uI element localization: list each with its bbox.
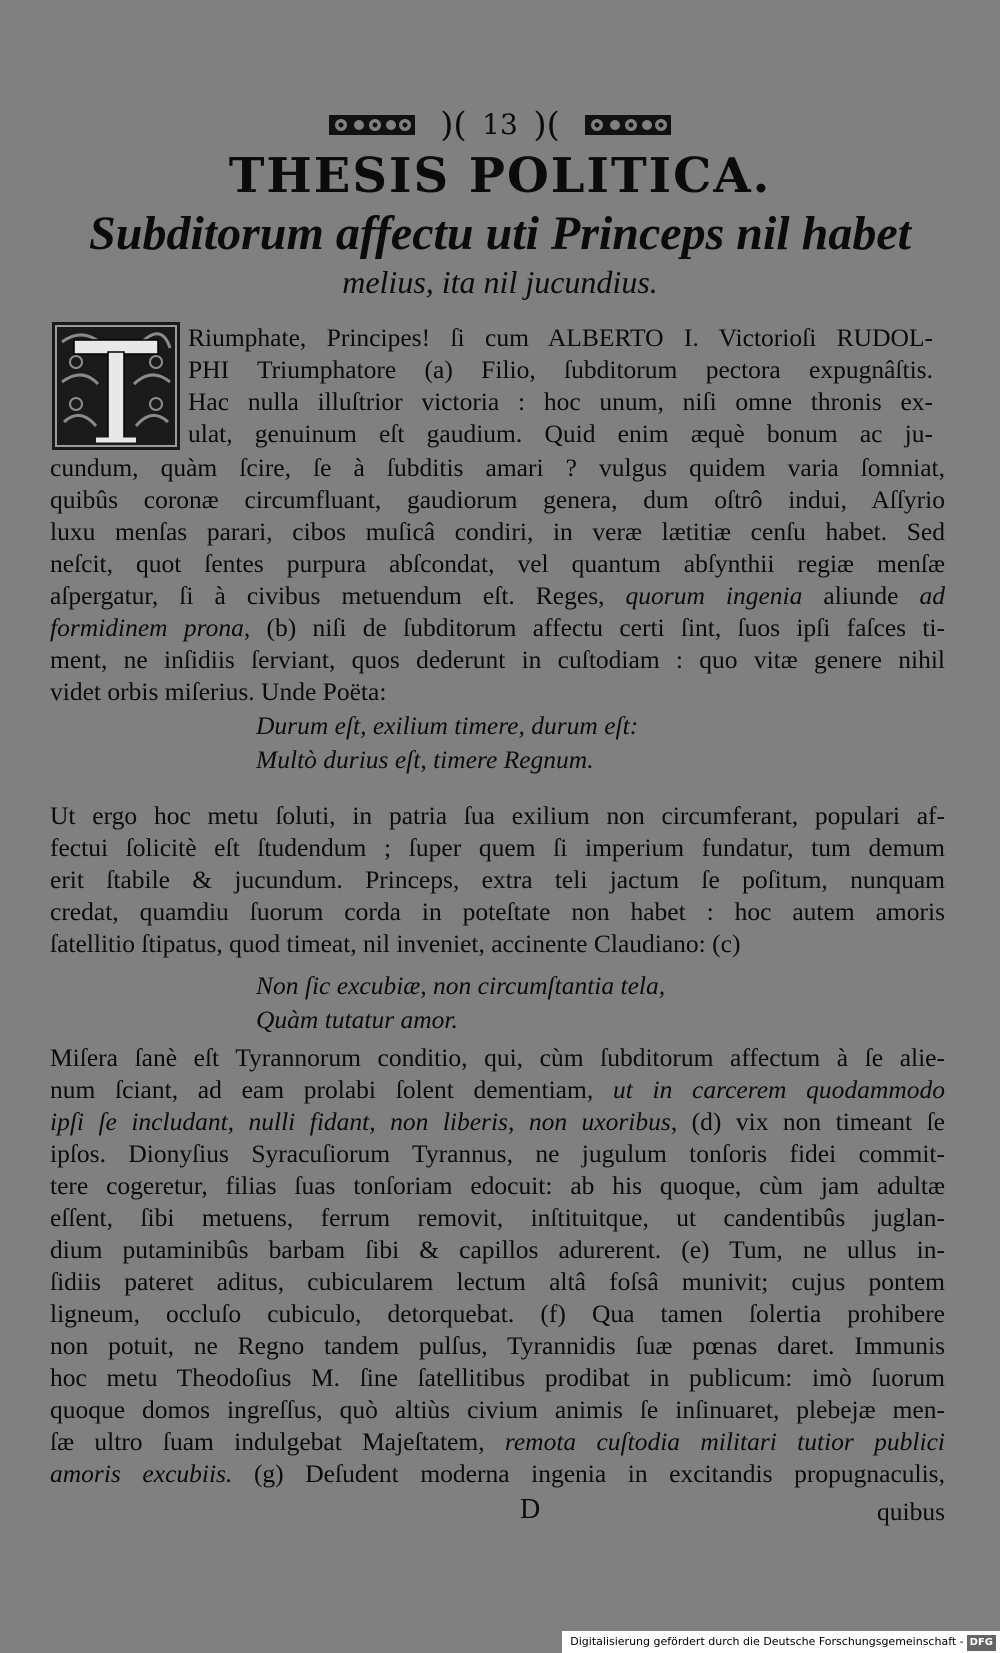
subtitle-line-2: melius, ita nil jucundius. <box>342 264 658 300</box>
text-line: ulat, genuinum eſt gaudium. Quid enim æquè bonum ac ju- <box>188 419 933 448</box>
footer-text: Digitalisierung gefördert durch die Deutsche Forschungsgemeinschaft - <box>570 1635 964 1648</box>
text-line: erit ſtabile & jucundum. Princeps, extra teli jactum ſe poſitum, nunquam <box>50 865 945 894</box>
text-line: ipſos. Dionyſius Syracuſiorum Tyrannus, ne jugulum tonſoris fidei commit- <box>50 1139 945 1168</box>
page-number: 13 <box>482 108 518 141</box>
text-line: formidinem prona, (b) niſi de ſubditorum affectu certi ſint, ſuos ipſi faſces ti- <box>50 613 945 642</box>
verse-line: Multò durius eſt, timere Regnum. <box>256 745 594 774</box>
text-line: aſpergatur, ſi à civibus metuendum eſt. Reges, quorum ingenia aliunde ad <box>50 581 945 610</box>
right-parenthesis: )( <box>533 105 560 145</box>
text-line: credat, quamdiu ſuorum corda in poteſtate non habet : hoc autem amoris <box>50 897 945 926</box>
text-line: Riumphate, Principes! ſi cum ALBERTO I. Victorioſi RUDOL- <box>188 323 933 352</box>
page-title: THESIS POLITICA. <box>228 148 772 204</box>
text-line: PHI Triumphatore (a) Filio, ſubditorum pectora expugnâſtis. <box>188 355 933 384</box>
text-line: ſæ ultro ſuam indulgebat Majeſtatem, remota cuſtodia militari tutior publici <box>50 1427 945 1456</box>
text-line: dium putaminibûs barbam ſibi & capillos adurerent. (e) Tum, ne ullus in- <box>50 1235 945 1264</box>
left-parenthesis: )( <box>440 105 467 145</box>
right-ornament-icon <box>583 111 673 139</box>
text-line: ligneum, occluſo cubiculo, detorquebat. (f) Qua tamen ſolertia prohibere <box>50 1299 945 1328</box>
text-line: ſidiis pateret aditus, cubicularem lectum altâ foſsâ munivit; cujus pontem <box>50 1267 945 1296</box>
catchword: quibus <box>876 1497 945 1526</box>
text-line: luxu menſas parari, cibos muſicâ condiri, in veræ lætitiæ cenſu habet. Sed <box>50 517 945 546</box>
text-line: quibûs coronæ circumfluant, gaudiorum genera, dum oſtrô indui, Aſſyrio <box>50 485 945 514</box>
text-line: videt orbis miſerius. Unde Poëta: <box>50 677 387 706</box>
text-line: ipſi ſe includant, nulli fidant, non liberis, non uxoribus, (d) vix non timeant ſe <box>50 1107 945 1136</box>
text-line: tere cogeretur, filias ſuas tonſoriam edocuit: ab his quoque, cùm jam adultæ <box>50 1171 945 1200</box>
text-line: Hac nulla illuſtrior victoria : hoc unum, niſi omne thronis ex- <box>188 387 933 416</box>
text-line: neſcit, quot ſentes purpura abſcondat, vel quantum abſynthii regiæ menſæ <box>50 549 945 578</box>
text-line: amoris excubiis. (g) Deſudent moderna ingenia in excitandis propugnaculis, <box>50 1459 945 1488</box>
text-line: quoque domos ingreſſus, quò altiùs civium animis ſe inſinuaret, plebejæ men- <box>50 1395 945 1424</box>
text-line: Ut ergo hoc metu ſoluti, in patria ſua exilium non circumferant, populari af- <box>50 801 945 830</box>
text-line: Miſera ſanè eſt Tyrannorum conditio, qui, cùm ſubditorum affectum à ſe alie- <box>50 1043 945 1072</box>
text-line: ment, ne inſidiis ſerviant, quos dederunt in cuſtodiam : quo vitæ genere nihil <box>50 645 945 674</box>
verse-line: Durum eſt, exilium timere, durum eſt: <box>256 711 639 740</box>
text-line: non potuit, ne Regno tandem pulſus, Tyrannidis ſuæ pœnas daret. Immunis <box>50 1331 945 1360</box>
text-line: num ſciant, ad eam prolabi ſolent dementiam, ut in carcerem quodammodo <box>50 1075 946 1104</box>
text-line: fectui ſolicitè eſt ſtudendum ; ſuper quem ſi imperium fundatur, tum demum <box>50 833 945 862</box>
verse-line: Non ſic excubiæ, non circumſtantia tela, <box>256 971 666 1000</box>
text-line: eſſent, ſibi metuens, ferrum removit, inſtituitque, ut candentibûs juglan- <box>50 1203 945 1232</box>
page-header <box>0 104 1000 145</box>
dfg-logo: DFG <box>967 1635 996 1651</box>
text-line: hoc metu Theodoſius M. ſine ſatellitibus prodibat in publicum: imò ſuorum <box>50 1363 945 1392</box>
text-line: ſatellitio ſtipatus, quod timeat, nil inveniet, accinente Claudiano: (c) <box>50 929 741 958</box>
signature-mark: D <box>520 1494 541 1525</box>
text-line: cundum, quàm ſcire, ſe à ſubditis amari ? vulgus quidem varia ſomniat, <box>50 453 945 482</box>
footer-credit <box>562 1631 1000 1653</box>
left-ornament-icon <box>327 111 417 139</box>
decorated-initial-t-icon <box>52 322 180 450</box>
subtitle-line-1: Subditorum affectu uti Princeps nil habet <box>89 207 911 260</box>
verse-line: Quàm tutatur amor. <box>256 1005 458 1034</box>
